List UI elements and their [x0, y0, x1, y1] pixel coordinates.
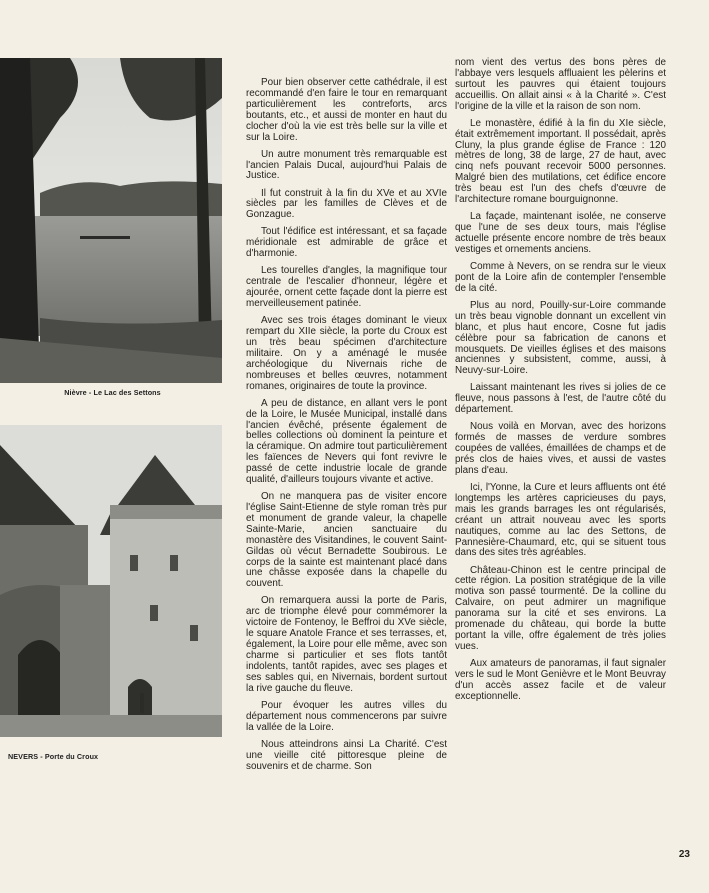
paragraph: Pour bien observer cette cathédrale, il est recommandé d'en faire le tour en remarquant particulièrement les contreforts, arcs boutants, etc., et aussi de monter en haut du clocher d'où la vie est très belle sur la ville et sur la Loire.: [246, 77, 447, 143]
paragraph: Comme à Nevers, on se rendra sur le vieux pont de la Loire afin de contempler l'ensemble de la cité.: [455, 260, 666, 294]
paragraph: Un autre monument très remarquable est l'ancien Palais Ducal, aujourd'hui Palais de Justice.: [246, 148, 447, 182]
paragraph: Ici, l'Yonne, la Cure et leurs affluents ont été longtemps les artères capricieuses du pays, mais les grands barrages les ont régularisés, créant un attrait nouveau avec les sports nautiques, comme au lac des Settons, de Pannesière-Chaumard, etc, qui se situent tous dans des sites très agréables.: [455, 482, 666, 559]
paragraph: Laissant maintenant les rives si jolies de ce fleuve, nous passons à l'est, de l'autre côté du département.: [455, 382, 666, 416]
paragraph: Le monastère, édifié à la fin du XIe siècle, était extrêmement important. Il possédait, après Cluny, la plus grande église de France : 120 mètres de long, 38 de large, 27 de haut, avec cinq nefs pouvant recevoir 5000 personnes. Malgré bien des mutilations, cet édifice encore très beau est l'un des chefs d'œuvre de l'architecture romane bourguignonne.: [455, 117, 666, 206]
paragraph: On remarquera aussi la porte de Paris, arc de triomphe élevé pour commémorer la victoire de Fontenoy, le Beffroi du XVe siècle, le square Anatole France et ses terrasses, et, également, la Loire pour elle même, avec son charme si particulier et ses flots tantôt indolents, tantôt rapides, avec ses plages et ses sables qui, en Nivernais, bordent surtout la rive gauche du fleuve.: [246, 595, 447, 694]
paragraph: Tout l'édifice est intéressant, et sa façade méridionale est admirable de grâce et d'harmonie.: [246, 226, 447, 260]
paragraph: Plus au nord, Pouilly-sur-Loire commande un très beau vignoble donnant un excellent vin blanc, et plus haut encore, Cosne fut jadis célèbre pour sa fabrication de canons et mousquets. De vieilles églises et des maisons anciennes y subsistent, comme, aussi, à Neuvy-sur-Loire.: [455, 299, 666, 377]
paragraph: nom vient des vertus des bons pères de l'abbaye vers lesquels affluaient les pèlerins et surtout les pauvres qui étaient toujours accueillis. On allait ainsi « à la Charité ». C'est l'origine de la ville et la raison de son nom.: [455, 57, 666, 112]
lake-photo-caption: Nièvre - Le Lac des Settons: [64, 388, 161, 397]
paragraph: Château-Chinon est le centre principal de cette région. La position stratégique de la ville motiva son passé tourmenté. De la colline du Calvaire, on peut admirer un magnifique panorama sur la cité et ses environs. La promenade du château, qui borde la butte portant la ville, offre également de très jolies vues.: [455, 564, 666, 652]
paragraph: Il fut construit à la fin du XVe et au XVIe siècles par les familles de Clèves et de Gonzague.: [246, 187, 447, 221]
paragraph: Aux amateurs de panoramas, il faut signaler vers le sud le Mont Genièvre et le Mont Beuvray d'un accès assez facile et de valeur exceptionnelle.: [455, 658, 666, 702]
paragraph: Avec ses trois étages dominant le vieux rempart du XIIe siècle, la porte du Croux est un très beau spécimen d'architecture militaire. On y a aménagé le musée archéologique du Nivernais riche de nombreuses et belles œuvres, notamment romanes, originaires de toute la province.: [246, 315, 447, 392]
paragraph: Nous voilà en Morvan, avec des horizons formés de masses de verdure sombres coupées de vallées, émaillées de champs et de prés clos de haies vives, et aussi de vastes plans d'eau.: [455, 421, 666, 476]
text-column-middle: [246, 78, 447, 779]
lake-photo-image: [0, 58, 222, 383]
paragraph: A peu de distance, en allant vers le pont de la Loire, le Musée Municipal, installé dans l'ancien évêché, présente également de belles collections où dominent la peinture et la céramique. On admire tout particulièrement les faïences de Nevers qui font revivre le passé de cette industrie locale de grande qualité, d'ailleurs toujours vivante et active.: [246, 397, 447, 486]
lake-photo: [0, 58, 222, 383]
paragraph: La façade, maintenant isolée, ne conserve que l'une de ses deux tours, mais l'église actuelle présente encore nombre de très beaux vestiges et ornements anciens.: [455, 211, 666, 255]
paragraph: Les tourelles d'angles, la magnifique tour centrale de l'escalier d'honneur, légère et ajourée, ornent cette façade dont la pierre est merveilleusement patinée.: [246, 265, 447, 310]
porte-du-croux-image: [0, 425, 222, 737]
paragraph: Pour évoquer les autres villes du département nous commencerons par suivre la vallée de la Loire.: [246, 699, 447, 733]
porte-du-croux-photo: [0, 425, 222, 737]
text-column-right: [455, 58, 666, 709]
paragraph: Nous atteindrons ainsi La Charité. C'est une vieille cité pittoresque pleine de souvenirs et de charme. Son: [246, 738, 447, 772]
page-number: 23: [678, 849, 690, 860]
paragraph: On ne manquera pas de visiter encore l'église Saint-Etienne de style roman très pur et monument de grande valeur, la chapelle Sainte-Marie, ancien sanctuaire du monastère des Visitandines, le couvent Saint-Gildas où vécut Bernadette Soubirous. Le corps de la sainte est maintenant placé dans une châsse exposée dans la chapelle du couvent.: [246, 491, 447, 590]
porte-du-croux-caption: NEVERS - Porte du Croux: [8, 752, 99, 761]
